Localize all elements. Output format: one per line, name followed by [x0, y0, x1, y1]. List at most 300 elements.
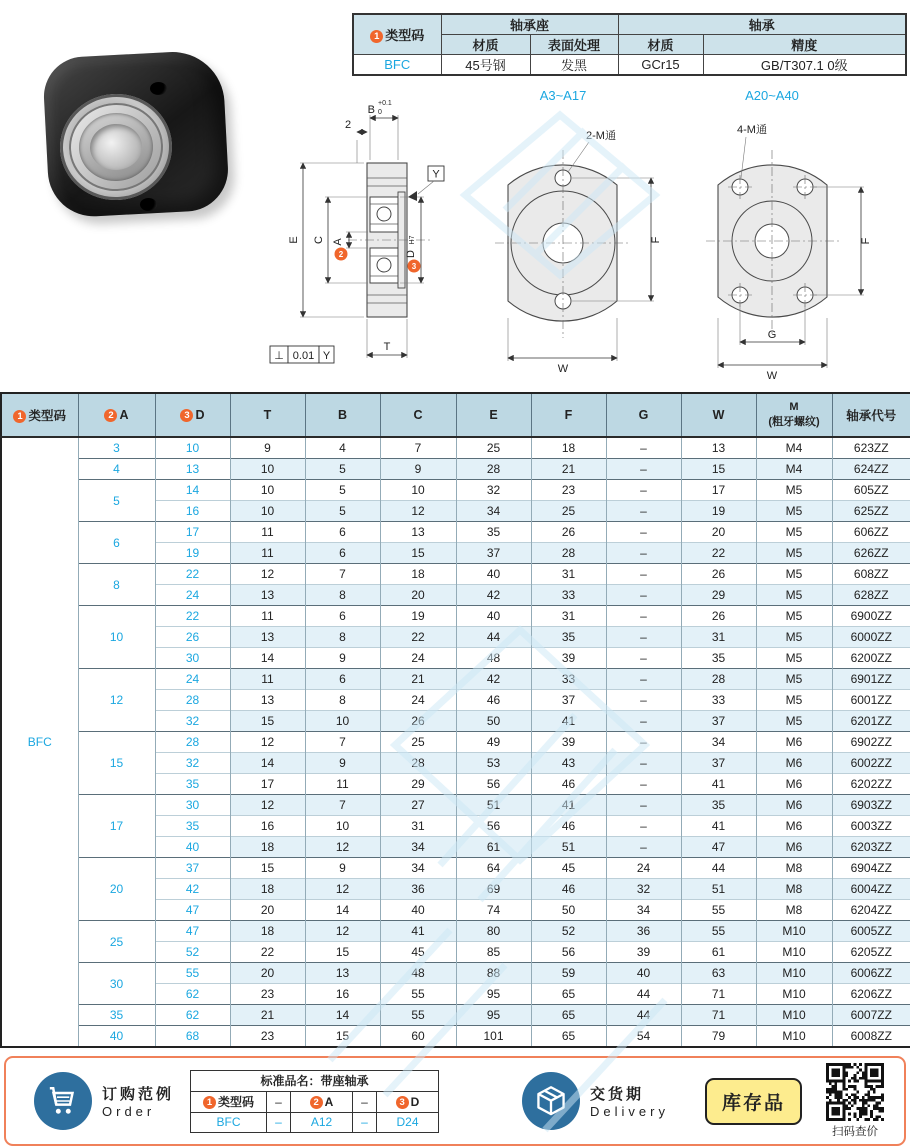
qr-caption: 扫码查价 — [832, 1126, 878, 1138]
m-cell: M6 — [756, 816, 832, 837]
code-cell: 6201ZZ — [832, 711, 910, 732]
f-cell: 46 — [531, 816, 606, 837]
g-cell: – — [606, 648, 681, 669]
shopping-cart-icon — [44, 1082, 82, 1120]
code-cell: 6200ZZ — [832, 648, 910, 669]
w-cell: 26 — [681, 606, 756, 627]
m-cell: M10 — [756, 1026, 832, 1048]
spec-housing-header: 轴承座 — [441, 14, 618, 35]
col-type-code: 1 类型码 — [1, 393, 78, 437]
t-cell: 20 — [230, 900, 305, 921]
t-cell: 11 — [230, 606, 305, 627]
col-T: T — [230, 393, 305, 437]
g-cell: – — [606, 501, 681, 522]
c-cell: 55 — [380, 984, 456, 1005]
mini-col-type: 1 类型码 — [191, 1091, 267, 1112]
d-cell: 35 — [155, 816, 230, 837]
m-cell: M5 — [756, 690, 832, 711]
spec-type-code-value: BFC — [353, 55, 441, 76]
t-cell: 11 — [230, 543, 305, 564]
b-cell: 6 — [305, 543, 380, 564]
f-cell: 28 — [531, 543, 606, 564]
table-row — [1, 795, 910, 816]
c-cell: 31 — [380, 816, 456, 837]
g-cell: 44 — [606, 1005, 681, 1026]
code-cell: 6008ZZ — [832, 1026, 910, 1048]
b-cell: 6 — [305, 606, 380, 627]
c-cell: 36 — [380, 879, 456, 900]
g-cell: 24 — [606, 858, 681, 879]
g-cell: – — [606, 732, 681, 753]
t-cell: 17 — [230, 774, 305, 795]
d-cell: 13 — [155, 459, 230, 480]
d-cell: 14 — [155, 480, 230, 501]
mini-D-value: D24 — [377, 1112, 439, 1132]
svg-text:2: 2 — [338, 250, 344, 259]
d-cell: 30 — [155, 795, 230, 816]
a-cell: 35 — [78, 1005, 155, 1026]
b-cell: 12 — [305, 921, 380, 942]
a-cell: 3 — [78, 437, 155, 459]
order-title-en: Order — [102, 1104, 156, 1119]
c-cell: 34 — [380, 837, 456, 858]
mounting-hole-image — [140, 198, 157, 211]
code-cell: 6002ZZ — [832, 753, 910, 774]
g-cell: – — [606, 837, 681, 858]
material-spec-table — [352, 13, 907, 76]
package-box-icon — [532, 1082, 570, 1120]
footer-panel — [4, 1056, 906, 1146]
dim-T-label: T — [383, 341, 391, 353]
m-cell: M5 — [756, 627, 832, 648]
table-row — [1, 921, 910, 942]
a-cell: 5 — [78, 480, 155, 522]
c-cell: 9 — [380, 459, 456, 480]
d-cell: 42 — [155, 879, 230, 900]
t-cell: 12 — [230, 564, 305, 585]
e-cell: 80 — [456, 921, 531, 942]
col-D: 3 D — [155, 393, 230, 437]
c-cell: 40 — [380, 900, 456, 921]
code-cell: 6004ZZ — [832, 879, 910, 900]
m-cell: M10 — [756, 963, 832, 984]
m-cell: M4 — [756, 459, 832, 480]
table-row — [1, 606, 910, 627]
d-cell: 22 — [155, 606, 230, 627]
m-cell: M6 — [756, 795, 832, 816]
m-cell: M5 — [756, 564, 832, 585]
c-cell: 10 — [380, 480, 456, 501]
d-cell: 68 — [155, 1026, 230, 1048]
g-cell: – — [606, 627, 681, 648]
m-cell: M5 — [756, 501, 832, 522]
dim-2-label: 2 — [344, 119, 352, 131]
c-cell: 18 — [380, 564, 456, 585]
b-cell: 15 — [305, 942, 380, 963]
d-cell: 47 — [155, 921, 230, 942]
w-cell: 26 — [681, 564, 756, 585]
w-cell: 51 — [681, 879, 756, 900]
d-cell: 62 — [155, 984, 230, 1005]
d-cell: 30 — [155, 648, 230, 669]
f-cell: 65 — [531, 1026, 606, 1048]
f-cell: 45 — [531, 858, 606, 879]
d-cell: 52 — [155, 942, 230, 963]
dimension-table — [0, 392, 910, 1048]
order-title-zh: 订购范例 — [102, 1086, 175, 1103]
holes-4M-label: 4-M通 — [737, 124, 767, 136]
w-cell: 41 — [681, 816, 756, 837]
d-cell: 26 — [155, 627, 230, 648]
qr-code — [826, 1063, 884, 1121]
d-cell: 17 — [155, 522, 230, 543]
dim-B-tol-upper: +0.1 — [378, 100, 392, 107]
e-cell: 53 — [456, 753, 531, 774]
t-cell: 12 — [230, 732, 305, 753]
w-cell: 33 — [681, 690, 756, 711]
e-cell: 42 — [456, 585, 531, 606]
t-cell: 15 — [230, 711, 305, 732]
mini-dash: – — [267, 1091, 291, 1112]
g-cell: 39 — [606, 942, 681, 963]
f-cell: 43 — [531, 753, 606, 774]
svg-text:Y: Y — [322, 350, 331, 362]
b-cell: 8 — [305, 585, 380, 606]
col-E: E — [456, 393, 531, 437]
d-cell: 10 — [155, 437, 230, 459]
c-cell: 7 — [380, 437, 456, 459]
b-cell: 8 — [305, 690, 380, 711]
f-cell: 46 — [531, 879, 606, 900]
g-cell: 40 — [606, 963, 681, 984]
w-cell: 15 — [681, 459, 756, 480]
code-cell: 6001ZZ — [832, 690, 910, 711]
spec-housing-material-value: 45号钢 — [441, 55, 530, 76]
dim-B-tol-lower: 0 — [378, 109, 382, 116]
b-cell: 14 — [305, 1005, 380, 1026]
f-cell: 56 — [531, 942, 606, 963]
f-cell: 39 — [531, 732, 606, 753]
m-cell: M5 — [756, 522, 832, 543]
dim-F-label: F — [860, 237, 872, 245]
c-cell: 13 — [380, 522, 456, 543]
mini-type-value: BFC — [191, 1112, 267, 1132]
dim-W-label: W — [766, 370, 778, 382]
w-cell: 22 — [681, 543, 756, 564]
dim-B-label: B — [367, 104, 375, 116]
f-cell: 25 — [531, 501, 606, 522]
c-cell: 20 — [380, 585, 456, 606]
d-cell: 32 — [155, 711, 230, 732]
m-cell: M8 — [756, 858, 832, 879]
spec-type-code-header: 1 类型码 — [353, 14, 441, 55]
c-cell: 19 — [380, 606, 456, 627]
f-cell: 37 — [531, 690, 606, 711]
f-cell: 33 — [531, 585, 606, 606]
d-cell: 19 — [155, 543, 230, 564]
table-row — [1, 963, 910, 984]
bore-image — [88, 122, 143, 172]
code-cell: 6900ZZ — [832, 606, 910, 627]
table-row — [1, 480, 910, 501]
f-cell: 65 — [531, 1005, 606, 1026]
g-cell: – — [606, 774, 681, 795]
b-cell: 15 — [305, 1026, 380, 1048]
code-cell: 6903ZZ — [832, 795, 910, 816]
mini-col-A: 2 A — [291, 1091, 353, 1112]
dim-C-label: C — [313, 236, 325, 244]
f-cell: 41 — [531, 711, 606, 732]
c-cell: 24 — [380, 690, 456, 711]
table-row — [1, 459, 910, 480]
dim-D-label: D — [405, 250, 417, 258]
c-cell: 41 — [380, 921, 456, 942]
m-cell: M5 — [756, 711, 832, 732]
g-cell: – — [606, 522, 681, 543]
w-cell: 29 — [681, 585, 756, 606]
g-cell: – — [606, 690, 681, 711]
t-cell: 11 — [230, 669, 305, 690]
m-cell: M8 — [756, 900, 832, 921]
m-cell: M6 — [756, 837, 832, 858]
code-cell: 6203ZZ — [832, 837, 910, 858]
f-cell: 50 — [531, 900, 606, 921]
order-example-table: 标准品名：带座轴承 1 类型码 – 2 A – 3 D BFC – A12 – D24 — [190, 1070, 439, 1133]
c-cell: 26 — [380, 711, 456, 732]
b-cell: 5 — [305, 480, 380, 501]
code-cell: 6204ZZ — [832, 900, 910, 921]
code-cell: 6205ZZ — [832, 942, 910, 963]
d-cell: 28 — [155, 690, 230, 711]
t-cell: 18 — [230, 837, 305, 858]
t-cell: 10 — [230, 480, 305, 501]
dim-E-label: E — [288, 236, 300, 244]
d-cell: 22 — [155, 564, 230, 585]
m-cell: M10 — [756, 1005, 832, 1026]
code-cell: 6005ZZ — [832, 921, 910, 942]
e-cell: 32 — [456, 480, 531, 501]
code-cell: 6007ZZ — [832, 1005, 910, 1026]
e-cell: 95 — [456, 1005, 531, 1026]
e-cell: 40 — [456, 564, 531, 585]
b-cell: 5 — [305, 459, 380, 480]
a-cell: 10 — [78, 606, 155, 669]
f-cell: 18 — [531, 437, 606, 459]
e-cell: 25 — [456, 437, 531, 459]
col-A: 2 A — [78, 393, 155, 437]
a-cell: 25 — [78, 921, 155, 963]
e-cell: 34 — [456, 501, 531, 522]
b-cell: 6 — [305, 669, 380, 690]
code-cell: 6003ZZ — [832, 816, 910, 837]
a-cell: 30 — [78, 963, 155, 1005]
w-cell: 35 — [681, 795, 756, 816]
table-row — [1, 1026, 910, 1048]
f-cell: 31 — [531, 606, 606, 627]
table-row — [1, 669, 910, 690]
e-cell: 69 — [456, 879, 531, 900]
code-cell: 6006ZZ — [832, 963, 910, 984]
code-cell: 6206ZZ — [832, 984, 910, 1005]
table-row — [1, 437, 910, 459]
w-cell: 71 — [681, 1005, 756, 1026]
b-cell: 7 — [305, 564, 380, 585]
t-cell: 18 — [230, 879, 305, 900]
f-cell: 23 — [531, 480, 606, 501]
a-cell: 15 — [78, 732, 155, 795]
e-cell: 44 — [456, 627, 531, 648]
w-cell: 44 — [681, 858, 756, 879]
w-cell: 34 — [681, 732, 756, 753]
c-cell: 12 — [380, 501, 456, 522]
col-G: G — [606, 393, 681, 437]
b-cell: 6 — [305, 522, 380, 543]
g-cell: 44 — [606, 984, 681, 1005]
e-cell: 56 — [456, 816, 531, 837]
col-F: F — [531, 393, 606, 437]
a-cell: 6 — [78, 522, 155, 564]
mini-dash: – — [353, 1091, 377, 1112]
d-cell: 28 — [155, 732, 230, 753]
w-cell: 31 — [681, 627, 756, 648]
t-cell: 21 — [230, 1005, 305, 1026]
datum-Y-label: Y — [432, 168, 440, 181]
f-cell: 65 — [531, 984, 606, 1005]
c-cell: 55 — [380, 1005, 456, 1026]
w-cell: 71 — [681, 984, 756, 1005]
col-M: M (粗牙螺纹) — [756, 393, 832, 437]
d-cell: 55 — [155, 963, 230, 984]
e-cell: 35 — [456, 522, 531, 543]
t-cell: 12 — [230, 795, 305, 816]
c-cell: 60 — [380, 1026, 456, 1048]
f-cell: 26 — [531, 522, 606, 543]
d-cell: 16 — [155, 501, 230, 522]
table-row — [1, 732, 910, 753]
f-cell: 21 — [531, 459, 606, 480]
m-cell: M6 — [756, 774, 832, 795]
f-cell: 31 — [531, 564, 606, 585]
e-cell: 48 — [456, 648, 531, 669]
front-view-4-holes — [706, 88, 872, 382]
range-A20-A40-label: A20~A40 — [745, 88, 799, 103]
t-cell: 16 — [230, 816, 305, 837]
qr-block — [826, 1063, 884, 1139]
m-cell: M6 — [756, 753, 832, 774]
d-cell: 62 — [155, 1005, 230, 1026]
c-cell: 24 — [380, 648, 456, 669]
t-cell: 20 — [230, 963, 305, 984]
table-header-row — [1, 393, 910, 437]
perpendicularity-tolerance-frame — [270, 346, 334, 363]
a-cell: 8 — [78, 564, 155, 606]
code-cell: 628ZZ — [832, 585, 910, 606]
w-cell: 19 — [681, 501, 756, 522]
b-cell: 10 — [305, 711, 380, 732]
dim-W-label: W — [557, 363, 569, 375]
mini-col-D: 3 D — [377, 1091, 439, 1112]
b-cell: 12 — [305, 879, 380, 900]
e-cell: 51 — [456, 795, 531, 816]
d-cell: 35 — [155, 774, 230, 795]
c-cell: 34 — [380, 858, 456, 879]
f-cell: 41 — [531, 795, 606, 816]
g-cell: – — [606, 543, 681, 564]
m-cell: M10 — [756, 984, 832, 1005]
table-row — [1, 858, 910, 879]
e-cell: 40 — [456, 606, 531, 627]
t-cell: 23 — [230, 984, 305, 1005]
e-cell: 42 — [456, 669, 531, 690]
e-cell: 28 — [456, 459, 531, 480]
e-cell: 61 — [456, 837, 531, 858]
d-cell: 32 — [155, 753, 230, 774]
e-cell: 49 — [456, 732, 531, 753]
m-cell: M8 — [756, 879, 832, 900]
g-cell: – — [606, 669, 681, 690]
m-cell: M10 — [756, 921, 832, 942]
e-cell: 64 — [456, 858, 531, 879]
t-cell: 22 — [230, 942, 305, 963]
e-cell: 88 — [456, 963, 531, 984]
m-cell: M6 — [756, 732, 832, 753]
e-cell: 50 — [456, 711, 531, 732]
table-row — [1, 522, 910, 543]
front-view-2-holes — [495, 88, 662, 375]
b-cell: 4 — [305, 437, 380, 459]
dim-A-label: A — [332, 238, 344, 246]
g-cell: 54 — [606, 1026, 681, 1048]
g-cell: – — [606, 606, 681, 627]
col-B: B — [305, 393, 380, 437]
code-cell: 623ZZ — [832, 437, 910, 459]
dim-F-label: F — [650, 236, 662, 244]
standard-name: 标准品名：带座轴承 — [191, 1070, 439, 1091]
w-cell: 35 — [681, 648, 756, 669]
order-icon-circle — [34, 1072, 92, 1130]
m-cell: M10 — [756, 942, 832, 963]
m-cell: M5 — [756, 648, 832, 669]
dimension-table-body — [1, 437, 910, 1047]
num2-badge: 2 — [104, 409, 117, 422]
w-cell: 37 — [681, 753, 756, 774]
w-cell: 47 — [681, 837, 756, 858]
c-cell: 45 — [380, 942, 456, 963]
type_code-cell: BFC — [1, 437, 78, 1047]
d-cell: 40 — [155, 837, 230, 858]
c-cell: 22 — [380, 627, 456, 648]
code-cell: 605ZZ — [832, 480, 910, 501]
c-cell: 21 — [380, 669, 456, 690]
g-cell: – — [606, 459, 681, 480]
spec-bearing-material-header: 材质 — [618, 35, 703, 55]
delivery-icon-circle — [522, 1072, 580, 1130]
t-cell: 10 — [230, 459, 305, 480]
b-cell: 7 — [305, 795, 380, 816]
g-cell: – — [606, 564, 681, 585]
g-cell: – — [606, 795, 681, 816]
code-cell: 625ZZ — [832, 501, 910, 522]
g-cell: 32 — [606, 879, 681, 900]
m-cell: M4 — [756, 437, 832, 459]
code-cell: 626ZZ — [832, 543, 910, 564]
e-cell: 56 — [456, 774, 531, 795]
d-cell: 37 — [155, 858, 230, 879]
dim-G-label: G — [767, 329, 777, 341]
g-cell: 34 — [606, 900, 681, 921]
c-cell: 29 — [380, 774, 456, 795]
num3-badge: 3 — [180, 409, 193, 422]
